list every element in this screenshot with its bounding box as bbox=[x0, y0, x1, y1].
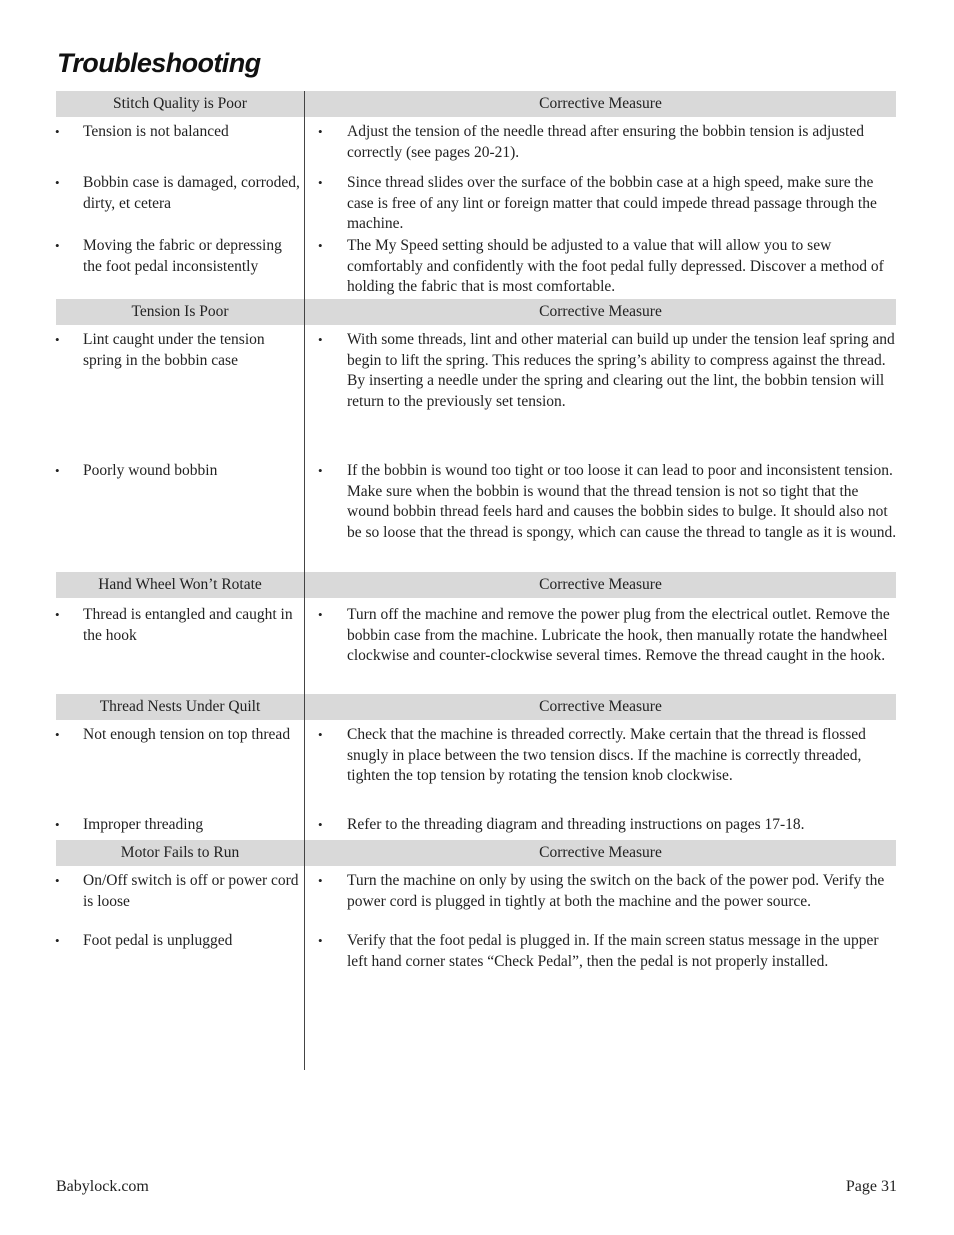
cause-text: Lint caught under the tension spring in the bobbin case bbox=[83, 331, 265, 369]
section-header-thread-nests: Thread Nests Under Quilt bbox=[56, 694, 304, 720]
page-title: Troubleshooting bbox=[57, 48, 261, 78]
measure-text: Verify that the foot pedal is plugged in. If the main screen status message in the upper left hand corner states “Check Pedal”, then the pedal is not properly installed. bbox=[347, 932, 879, 970]
cause-text: On/Off switch is off or power cord is loose bbox=[83, 872, 299, 910]
bullet: • bbox=[318, 933, 323, 948]
bullet: • bbox=[55, 238, 60, 253]
section-header-corrective-measure: Corrective Measure bbox=[305, 91, 896, 117]
bullet: • bbox=[318, 124, 323, 139]
bullet: • bbox=[318, 238, 323, 253]
measure-text: Adjust the tension of the needle thread after ensuring the bobbin tension is adjusted correctly (see pages 20-21). bbox=[347, 123, 864, 161]
cause-text: Foot pedal is unplugged bbox=[83, 932, 233, 949]
measure-text: Refer to the threading diagram and threading instructions on pages 17-18. bbox=[347, 816, 805, 833]
measure-text: Turn off the machine and remove the power plug from the electrical outlet. Remove the bobbin case from the machine. Lubricate the hook, then manually rotate the handwheel clockwise and counter-clockwise several times. Remove the thread caught in the hook. bbox=[347, 606, 890, 665]
bullet: • bbox=[318, 607, 323, 622]
bullet: • bbox=[55, 175, 60, 190]
cause-text: Tension is not balanced bbox=[83, 123, 229, 140]
section-header-corrective-measure: Corrective Measure bbox=[305, 694, 896, 720]
bullet: • bbox=[55, 873, 60, 888]
bullet: • bbox=[55, 933, 60, 948]
footer-website: Babylock.com bbox=[56, 1178, 149, 1195]
section-header-stitch-quality: Stitch Quality is Poor bbox=[56, 91, 304, 117]
bullet: • bbox=[318, 463, 323, 478]
bullet: • bbox=[318, 727, 323, 742]
bullet: • bbox=[55, 727, 60, 742]
measure-text: If the bobbin is wound too tight or too loose it can lead to poor and inconsistent tension. Make sure when the bobbin is wound that the thread tension is not so tight that the wound bobbin thread feels hard and causes the bobbin sides to bulge. It should also not be so loose that the thread is spongy, which can cause the thread to tangle as it is wound. bbox=[347, 462, 897, 541]
cause-text: Poorly wound bobbin bbox=[83, 462, 218, 479]
measure-text: With some threads, lint and other material can build up under the tension leaf spring and begin to lift the spring. This reduces the spring’s ability to compress against the thread. By inserting a needle under the spring and clearing out the lint, the bobbin tension will return to the previously set tension. bbox=[347, 331, 895, 410]
bullet: • bbox=[55, 332, 60, 347]
section-header-corrective-measure: Corrective Measure bbox=[305, 840, 896, 866]
bullet: • bbox=[55, 817, 60, 832]
bullet: • bbox=[318, 817, 323, 832]
section-header-tension: Tension Is Poor bbox=[56, 299, 304, 325]
measure-text: The My Speed setting should be adjusted to a value that will allow you to sew comfortably and confidently with the foot pedal fully depressed. Discover a method of holding the fabric that is most comfortable. bbox=[347, 237, 884, 296]
bullet: • bbox=[318, 175, 323, 190]
measure-text: Since thread slides over the surface of the bobbin case at a high speed, make sure the case is free of any lint or foreign matter that could impede thread passage through the machine. bbox=[347, 174, 877, 233]
bullet: • bbox=[55, 607, 60, 622]
section-header-corrective-measure: Corrective Measure bbox=[305, 299, 896, 325]
cause-text: Bobbin case is damaged, corroded, dirty, et cetera bbox=[83, 174, 300, 212]
section-header-hand-wheel: Hand Wheel Won’t Rotate bbox=[56, 572, 304, 598]
section-header-corrective-measure: Corrective Measure bbox=[305, 572, 896, 598]
measure-text: Turn the machine on only by using the switch on the back of the power pod. Verify the power cord is plugged in tightly at both the machine and the power source. bbox=[347, 872, 885, 910]
bullet: • bbox=[55, 463, 60, 478]
cause-text: Improper threading bbox=[83, 816, 204, 833]
cause-text: Moving the fabric or depressing the foot pedal inconsistently bbox=[83, 237, 282, 275]
cause-text: Not enough tension on top thread bbox=[83, 726, 291, 743]
bullet: • bbox=[55, 124, 60, 139]
cause-text: Thread is entangled and caught in the hook bbox=[83, 606, 293, 644]
bullet: • bbox=[318, 332, 323, 347]
footer-page-number: Page 31 bbox=[845, 1178, 897, 1195]
section-header-motor: Motor Fails to Run bbox=[56, 840, 304, 866]
measure-text: Check that the machine is threaded correctly. Make certain that the thread is flossed snugly in place between the two tension discs. If the machine is correctly threaded, tighten the top tension by rotating the tension knob clockwise. bbox=[347, 726, 866, 785]
bullet: • bbox=[318, 873, 323, 888]
